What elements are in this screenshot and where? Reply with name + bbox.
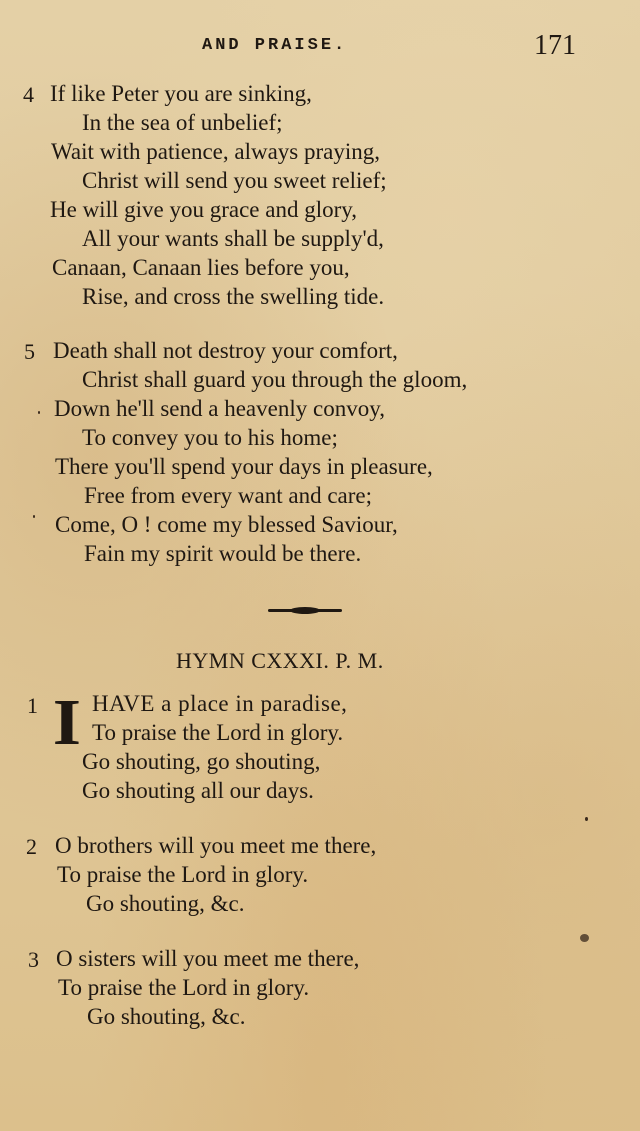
- verse-line: He will give you grace and glory,: [50, 197, 357, 222]
- verse-line: All your wants shall be supply'd,: [82, 226, 384, 251]
- ink-blot: [580, 934, 589, 942]
- verse-line: Christ will send you sweet relief;: [82, 168, 387, 193]
- verse-line: Wait with patience, always praying,: [51, 139, 380, 164]
- verse-line: Christ shall guard you through the gloom,: [82, 367, 468, 392]
- verse-line: HAVE a place in paradise,: [92, 691, 348, 716]
- drop-cap: I: [52, 686, 81, 759]
- verse-line: Death shall not destroy your comfort,: [53, 338, 398, 363]
- ink-speck: [38, 411, 40, 414]
- verse-line: Go shouting, &c.: [86, 891, 245, 916]
- running-title: AND PRAISE.: [202, 36, 348, 55]
- verse-line: Go shouting, go shouting,: [82, 749, 321, 774]
- verse-line: Down he'll send a heavenly convoy,: [54, 396, 385, 421]
- verse-line: Free from every want and care;: [84, 483, 372, 508]
- verse-line: There you'll spend your days in pleasure,: [55, 454, 433, 479]
- verse-line: O sisters will you meet me there,: [56, 946, 360, 971]
- verse-number: 4: [23, 82, 34, 107]
- verse-number: 5: [24, 339, 35, 364]
- verse-line: To praise the Lord in glory.: [58, 975, 310, 1000]
- verse-line: Go shouting, &c.: [87, 1004, 246, 1029]
- verse-line: Fain my spirit would be there.: [84, 541, 362, 566]
- verse-line: Canaan, Canaan lies before you,: [52, 255, 350, 280]
- hymn-title: HYMN CXXXI. P. M.: [176, 648, 384, 673]
- verse-line: If like Peter you are sinking,: [50, 81, 312, 106]
- verse-line: To praise the Lord in glory.: [57, 862, 309, 887]
- page-number: 171: [534, 30, 576, 61]
- section-divider-ornament: [268, 607, 342, 613]
- running-head: [0, 30, 640, 66]
- verse-line: In the sea of unbelief;: [82, 110, 283, 135]
- verse-number: 2: [26, 834, 37, 859]
- ink-speck: [585, 817, 588, 821]
- verse-line: To praise the Lord in glory.: [92, 720, 344, 745]
- verse-number: 1: [27, 693, 38, 718]
- ink-speck: [33, 515, 35, 518]
- verse-line: Go shouting all our days.: [82, 778, 314, 803]
- verse-line: O brothers will you meet me there,: [55, 833, 377, 858]
- verse-line: Rise, and cross the swelling tide.: [82, 284, 385, 309]
- verse-line: To convey you to his home;: [82, 425, 338, 450]
- verse-line: Come, O ! come my blessed Saviour,: [55, 512, 398, 537]
- verse-number: 3: [28, 947, 39, 972]
